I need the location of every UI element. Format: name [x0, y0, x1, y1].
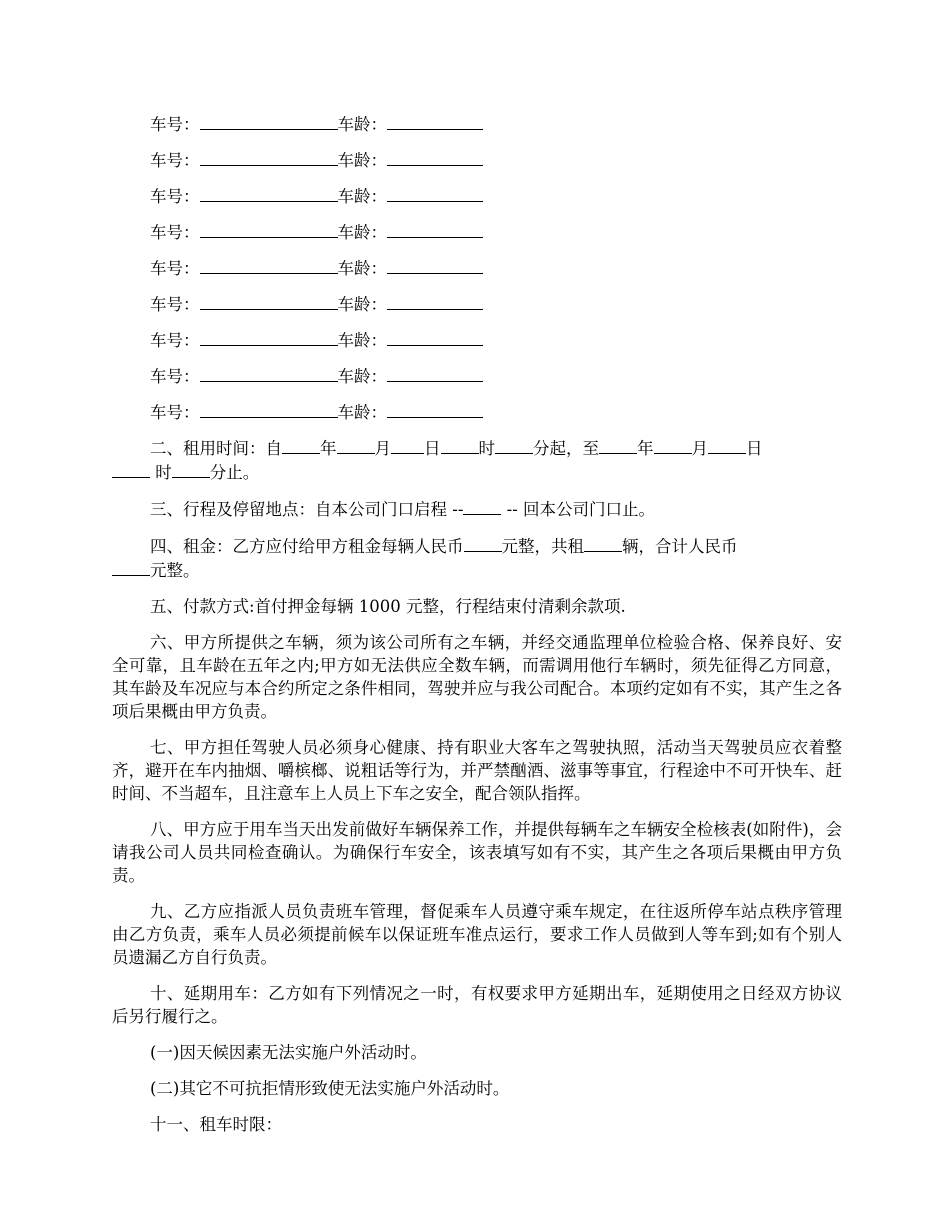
age-blank — [387, 292, 483, 310]
clause-rental-time: 二、租用时间：自 年 月 日 时 分起，至 年 月 日 时 分止。 — [112, 436, 842, 484]
contract-body — [112, 112, 842, 1149]
age-label: 车龄： — [337, 367, 387, 386]
clause-ten-b: (二)其它不可抗拒情形致使无法实施户外活动时。 — [150, 1079, 510, 1098]
plate-label: 车号： — [150, 367, 200, 386]
clause-eight: 八、甲方应于用车当天出发前做好车辆保养工作，并提供每辆车之车辆安全检核表(如附件)，会请我公司人员共同检查确认。为确保行车安全，该表填写如有不实，其产生之各项后果概由甲方负责。 — [112, 820, 842, 885]
age-blank — [387, 220, 483, 238]
clause-ten: 十、延期用车：乙方如有下列情况之一时，有权要求甲方延期出车，延期使用之日经双方协议后另行履行之。 — [112, 984, 842, 1026]
plate-label: 车号： — [150, 259, 200, 278]
vehicle-row — [112, 148, 842, 184]
age-blank — [387, 400, 483, 418]
vehicle-row — [112, 112, 842, 148]
vehicle-row — [112, 400, 842, 436]
clause-nine: 九、乙方应指派人员负责班车管理，督促乘车人员遵守乘车规定，在往返所停车站点秩序管理由乙方负责，乘车人员必须提前候车以保证班车准点运行，要求工作人员做到人等车到;如有个别人员遗漏乙方自行负责。 — [112, 902, 842, 967]
age-label: 车龄： — [337, 403, 387, 422]
plate-blank — [200, 400, 338, 418]
age-label: 车龄： — [337, 295, 387, 314]
vehicle-row — [112, 220, 842, 256]
clause-seven: 七、甲方担任驾驶人员必须身心健康、持有职业大客车之驾驶执照，活动当天驾驶员应衣着整齐，避开在车内抽烟、嚼槟榔、说粗话等行为，并严禁酗酒、滋事等事宜，行程途中不可开快车、赶时间、不当超车，且注意车上人员上下车之安全，配合领队指挥。 — [112, 738, 842, 803]
clause-rent: 四、租金：乙方应付给甲方租金每辆人民币 元整，共租 辆，合计人民币 元整。 — [112, 534, 842, 582]
clause-payment: 五、付款方式:首付押金每辆 1000 元整，行程结束付清剩余款项. — [150, 597, 626, 616]
plate-label: 车号： — [150, 115, 200, 134]
vehicle-row — [112, 292, 842, 328]
age-blank — [387, 364, 483, 382]
plate-blank — [200, 112, 338, 130]
plate-label: 车号： — [150, 331, 200, 350]
plate-blank — [200, 148, 338, 166]
age-blank — [387, 328, 483, 346]
age-label: 车龄： — [337, 187, 387, 206]
age-blank — [387, 184, 483, 202]
vehicle-row — [112, 328, 842, 364]
plate-blank — [200, 220, 338, 238]
age-blank — [387, 148, 483, 166]
clause-six: 六、甲方所提供之车辆，须为该公司所有之车辆，并经交通监理单位检验合格、保养良好、安全可靠，且车龄在五年之内;甲方如无法供应全数车辆，而需调用他行车辆时，须先征得乙方同意，其车龄及车况应与本合约所定之条件相同，驾驶并应与我公司配合。本项约定如有不实，其产生之各项后果概由甲方负责。 — [112, 633, 842, 721]
vehicle-row — [112, 364, 842, 400]
age-label: 车龄： — [337, 115, 387, 134]
clause-itinerary: 三、行程及停留地点：自本公司门口启程 -- -- 回本公司门口止。 — [112, 497, 842, 521]
plate-label: 车号： — [150, 223, 200, 242]
plate-blank — [200, 256, 338, 274]
vehicle-row — [112, 184, 842, 220]
age-label: 车龄： — [337, 259, 387, 278]
plate-blank — [200, 184, 338, 202]
plate-blank — [200, 364, 338, 382]
vehicle-list — [112, 112, 842, 436]
plate-label: 车号： — [150, 151, 200, 170]
age-blank — [387, 112, 483, 130]
age-label: 车龄： — [337, 331, 387, 350]
age-blank — [387, 256, 483, 274]
plate-blank — [200, 292, 338, 310]
plate-label: 车号： — [150, 403, 200, 422]
plate-label: 车号： — [150, 187, 200, 206]
vehicle-row — [112, 256, 842, 292]
clause-eleven: 十一、租车时限： — [150, 1115, 282, 1134]
clause-ten-a: (一)因天候因素无法实施户外活动时。 — [150, 1043, 427, 1062]
plate-blank — [200, 328, 338, 346]
age-label: 车龄： — [337, 151, 387, 170]
age-label: 车龄： — [337, 223, 387, 242]
plate-label: 车号： — [150, 295, 200, 314]
